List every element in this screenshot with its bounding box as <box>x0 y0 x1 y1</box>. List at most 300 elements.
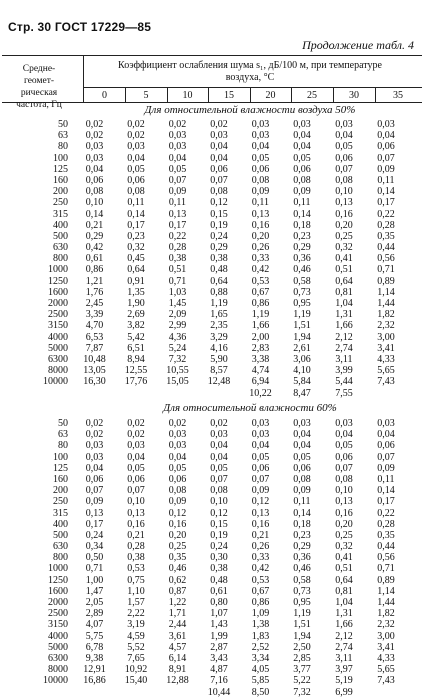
temperature-column-divider <box>167 87 168 102</box>
coefficient-cell: 0,02 <box>85 429 104 441</box>
coefficient-cell: 0,38 <box>210 563 228 575</box>
table-row <box>2 519 407 530</box>
coefficient-cell: 0,05 <box>251 152 270 164</box>
table-row <box>2 485 407 496</box>
coefficient-cell: 0,07 <box>251 473 270 485</box>
coefficient-cell: 12,91 <box>83 664 106 676</box>
coefficient-cell: 0,20 <box>168 529 187 541</box>
coefficient-cell: 0,14 <box>293 208 311 220</box>
coefficient-cell: 0,14 <box>293 507 311 519</box>
coefficient-cell: 4,05 <box>251 664 270 676</box>
coefficient-cell: 0,51 <box>168 264 187 276</box>
coefficient-cell: 2,99 <box>168 320 187 332</box>
coefficient-cell: 1,03 <box>168 286 187 298</box>
coefficient-cell: 0,61 <box>210 585 228 597</box>
coefficient-cell: 0,13 <box>168 208 187 220</box>
coefficient-cell: 0,08 <box>293 174 311 186</box>
header-mid-rule <box>84 87 422 88</box>
coefficient-cell: 0,29 <box>293 541 311 553</box>
coefficient-cell: 0,07 <box>85 485 104 497</box>
coefficient-cell: 0,02 <box>85 130 104 142</box>
coefficient-cell: 0,03 <box>168 429 187 441</box>
coefficient-cell: 0,14 <box>377 186 395 198</box>
coefficient-cell: 0,19 <box>210 529 228 541</box>
coefficient-cell: 2,44 <box>168 619 187 631</box>
coefficient-cell: 1,35 <box>127 286 145 298</box>
coefficient-cell: 0,41 <box>335 253 353 265</box>
coefficient-cell: 0,03 <box>85 440 104 452</box>
coefficient-cell: 0,03 <box>251 429 270 441</box>
coefficient-cell: 0,05 <box>293 451 311 463</box>
coefficient-cell: 0,04 <box>293 429 311 441</box>
coefficient-cell: 0,05 <box>127 163 145 175</box>
coefficient-cell: 1,66 <box>335 619 353 631</box>
coefficient-cell: 0,16 <box>251 518 270 530</box>
coefficient-cell: 0,11 <box>293 197 311 209</box>
coefficient-cell: 6,53 <box>85 331 104 343</box>
coefficient-cell: 0,30 <box>210 552 228 564</box>
coefficient-cell: 0,61 <box>85 253 104 265</box>
frequency-cell: 160 <box>53 473 68 485</box>
coefficient-column-header: Коэффициент ослабления шума s₁, дБ/100 м, при температуре воздуха, °С <box>118 60 382 83</box>
coefficient-cell: 0,29 <box>85 230 104 242</box>
table-row <box>2 231 407 242</box>
coefficient-cell: 1,82 <box>377 608 395 620</box>
frequency-cell: 400 <box>53 219 68 231</box>
frequency-cell: 400 <box>53 518 68 530</box>
frequency-cell: 1250 <box>48 574 68 586</box>
coefficient-cell: 3,41 <box>377 641 395 653</box>
coefficient-cell: 1,44 <box>377 597 395 608</box>
temperature-header-cell: 30 <box>349 90 359 101</box>
coefficient-cell: 0,04 <box>293 440 311 452</box>
coefficient-cell <box>115 687 157 698</box>
coefficient-cell: 1,07 <box>210 608 228 620</box>
coefficient-cell: 0,20 <box>335 518 353 530</box>
coefficient-cell: 1,04 <box>335 298 353 309</box>
coefficient-cell: 0,08 <box>127 186 145 198</box>
coefficient-cell: 0,42 <box>85 242 104 254</box>
coefficient-cell: 0,86 <box>251 298 270 309</box>
table-row <box>2 664 407 675</box>
table-row <box>2 186 407 197</box>
coefficient-cell: 3,82 <box>127 320 145 332</box>
temperature-column-divider <box>250 87 251 102</box>
coefficient-cell: 2,09 <box>168 309 187 321</box>
coefficient-cell: 0,02 <box>168 119 187 130</box>
frequency-cell: 630 <box>53 242 68 254</box>
frequency-cell: 50 <box>58 119 68 130</box>
table-continuation: Продолжение табл. 4 <box>302 38 414 52</box>
coefficient-cell: 3,97 <box>335 664 353 676</box>
coefficient-cell: 2,61 <box>293 342 311 354</box>
coefficient-cell: 9,38 <box>85 652 104 664</box>
coefficient-cell: 0,24 <box>85 529 104 541</box>
coefficient-cell: 1,10 <box>127 585 145 597</box>
coefficient-cell: 8,57 <box>210 365 228 377</box>
coefficient-cell: 1,99 <box>210 630 228 642</box>
coefficient-cell <box>74 687 115 698</box>
coefficient-cell: 1,44 <box>377 298 395 309</box>
coefficient-cell: 0,18 <box>293 518 311 530</box>
coefficient-cell: 2,12 <box>335 630 353 642</box>
coefficient-cell: 2,87 <box>210 641 228 653</box>
coefficient-cell: 0,06 <box>251 163 270 175</box>
coefficient-cell: 0,06 <box>251 462 270 474</box>
coefficient-cell: 0,44 <box>377 541 395 553</box>
coefficient-cell: 0,16 <box>251 219 270 231</box>
frequency-cell: 10000 <box>43 376 68 388</box>
coefficient-cell: 0,56 <box>377 552 395 564</box>
coefficient-cell: 0,06 <box>85 473 104 485</box>
coefficient-cell <box>365 388 407 399</box>
coefficient-cell: 0,11 <box>168 197 187 209</box>
table-row <box>2 343 407 354</box>
coefficient-cell: 0,06 <box>168 473 187 485</box>
coefficient-cell: 0,28 <box>377 518 395 530</box>
coefficient-cell: 3,19 <box>127 619 145 631</box>
coefficient-cell: 0,23 <box>127 230 145 242</box>
coefficient-cell: 10,22 <box>249 387 272 399</box>
coefficient-cell: 2,45 <box>85 298 104 309</box>
table-row <box>2 309 407 320</box>
coefficient-cell: 0,13 <box>251 208 270 220</box>
frequency-cell: 100 <box>53 152 68 164</box>
coefficient-cell: 0,20 <box>251 230 270 242</box>
coefficient-cell: 3,11 <box>335 353 353 365</box>
coefficient-cell: 0,14 <box>377 485 395 497</box>
coefficient-cell: 0,04 <box>377 429 395 441</box>
frequency-cell: 500 <box>53 230 68 242</box>
table-row <box>2 276 407 287</box>
frequency-cell: 2500 <box>48 309 68 321</box>
coefficient-cell: 2,35 <box>210 320 228 332</box>
coefficient-cell: 4,87 <box>210 664 228 676</box>
coefficient-cell: 0,32 <box>335 541 353 553</box>
table-row <box>2 608 407 619</box>
coefficient-cell: 0,03 <box>335 418 353 429</box>
coefficient-cell: 0,06 <box>127 174 145 186</box>
temperature-header-cell: 25 <box>307 90 317 101</box>
coefficient-cell: 3,34 <box>251 652 270 664</box>
coefficient-cell: 5,44 <box>335 376 353 388</box>
coefficient-cell: 0,10 <box>210 496 228 508</box>
frequency-cell: 800 <box>53 552 68 564</box>
coefficient-cell: 0,03 <box>168 130 187 142</box>
coefficient-cell: 0,04 <box>127 451 145 463</box>
coefficient-cell: 0,07 <box>377 152 395 164</box>
coefficient-cell: 0,06 <box>127 473 145 485</box>
coefficient-cell: 0,25 <box>335 230 353 242</box>
table-row <box>2 642 407 653</box>
frequency-cell: 80 <box>58 141 68 153</box>
table-row <box>2 141 407 152</box>
coefficient-cell: 1,31 <box>335 608 353 620</box>
frequency-cell: 10000 <box>43 675 68 687</box>
coefficient-cell: 1,04 <box>335 597 353 608</box>
frequency-cell: 1000 <box>48 563 68 575</box>
coefficient-cell: 0,50 <box>85 552 104 564</box>
coefficient-cell: 10,48 <box>83 353 106 365</box>
coefficient-cell: 2,22 <box>127 608 145 620</box>
table-row <box>2 320 407 331</box>
frequency-cell: 1600 <box>48 286 68 298</box>
coefficient-cell: 0,14 <box>85 208 104 220</box>
coefficient-cell: 0,13 <box>251 507 270 519</box>
table-row <box>2 175 407 186</box>
frequency-cell: 315 <box>53 507 68 519</box>
frequency-cell: 4000 <box>48 630 68 642</box>
coefficient-cell: 3,41 <box>377 342 395 354</box>
coefficient-cell: 1,76 <box>85 286 104 298</box>
coefficient-cell: 0,64 <box>335 275 353 287</box>
table-row <box>2 264 407 275</box>
coefficient-cell: 0,89 <box>377 574 395 586</box>
coefficient-cell: 0,03 <box>85 141 104 153</box>
coefficient-cell: 0,21 <box>127 529 145 541</box>
coefficient-cell: 0,35 <box>377 230 395 242</box>
coefficient-cell: 0,04 <box>168 451 187 463</box>
coefficient-cell: 0,87 <box>168 585 187 597</box>
table-row <box>2 563 407 574</box>
coefficient-cell: 7,16 <box>210 675 228 687</box>
coefficient-cell: 1,94 <box>293 331 311 343</box>
coefficient-cell: 0,53 <box>251 574 270 586</box>
coefficient-cell: 0,17 <box>127 219 145 231</box>
table-row <box>2 209 407 220</box>
coefficient-cell: 0,09 <box>251 485 270 497</box>
coefficient-cell: 0,04 <box>210 141 228 153</box>
coefficient-cell: 0,06 <box>377 440 395 452</box>
coefficient-cell: 0,64 <box>210 275 228 287</box>
coefficient-cell: 0,86 <box>85 264 104 276</box>
coefficient-cell: 0,71 <box>377 264 395 276</box>
coefficient-cell: 0,03 <box>168 141 187 153</box>
table-row <box>2 597 407 608</box>
coefficient-cell: 3,99 <box>335 365 353 377</box>
coefficient-cell: 3,06 <box>293 353 311 365</box>
coefficient-cell: 0,32 <box>335 242 353 254</box>
coefficient-cell: 0,04 <box>293 130 311 142</box>
frequency-cell: 630 <box>53 541 68 553</box>
coefficient-cell: 1,38 <box>251 619 270 631</box>
coefficient-cell: 0,16 <box>127 518 145 530</box>
coefficient-cell: 0,04 <box>85 462 104 474</box>
coefficient-cell: 0,34 <box>85 541 104 553</box>
coefficient-cell: 0,24 <box>210 230 228 242</box>
coefficient-cell: 0,64 <box>335 574 353 586</box>
coefficient-cell: 0,07 <box>168 174 187 186</box>
coefficient-cell: 0,23 <box>293 529 311 541</box>
coefficient-cell: 0,09 <box>293 485 311 497</box>
coefficient-cell: 1,19 <box>293 608 311 620</box>
coefficient-cell: 1,66 <box>251 320 270 332</box>
table-row <box>2 332 407 343</box>
table-row <box>2 463 407 474</box>
coefficient-cell: 0,08 <box>293 473 311 485</box>
coefficient-cell: 0,07 <box>377 451 395 463</box>
coefficient-cell: 0,81 <box>335 585 353 597</box>
coefficient-cell: 7,32 <box>293 686 311 698</box>
coefficient-cell: 0,42 <box>251 563 270 575</box>
table-row <box>2 474 407 485</box>
temperature-header-cell: 15 <box>224 90 234 101</box>
coefficient-cell: 0,35 <box>168 552 187 564</box>
coefficient-cell: 0,28 <box>127 541 145 553</box>
coefficient-cell: 6,14 <box>168 652 187 664</box>
table-row <box>2 619 407 630</box>
table-row <box>2 220 407 231</box>
table-row <box>2 242 407 253</box>
coefficient-cell: 0,12 <box>251 496 270 508</box>
coefficient-cell: 0,73 <box>293 585 311 597</box>
coefficient-cell: 0,71 <box>168 275 187 287</box>
coefficient-cell: 0,08 <box>210 186 228 198</box>
coefficient-cell: 2,74 <box>335 342 353 354</box>
coefficient-cell: 0,06 <box>210 163 228 175</box>
frequency-cell: 2000 <box>48 298 68 309</box>
coefficient-cell: 0,38 <box>127 552 145 564</box>
coefficient-cell: 16,86 <box>83 675 106 687</box>
frequency-cell: 4000 <box>48 331 68 343</box>
coefficient-cell: 0,05 <box>127 462 145 474</box>
coefficient-cell: 2,83 <box>251 342 270 354</box>
table-row <box>2 687 407 698</box>
coefficient-cell: 4,16 <box>210 342 228 354</box>
coefficient-cell: 2,50 <box>293 641 311 653</box>
coefficient-cell: 0,04 <box>335 429 353 441</box>
coefficient-cell: 0,04 <box>377 130 395 142</box>
table-row <box>2 418 407 429</box>
frequency-cell: 315 <box>53 208 68 220</box>
coefficient-cell: 4,33 <box>377 652 395 664</box>
frequency-cell: 3150 <box>48 619 68 631</box>
coefficient-cell: 0,32 <box>127 242 145 254</box>
table-row <box>2 365 407 376</box>
frequency-cell: 5000 <box>48 641 68 653</box>
frequency-cell: 3150 <box>48 320 68 332</box>
frequency-cell: 80 <box>58 440 68 452</box>
coefficient-cell: 0,71 <box>377 563 395 575</box>
coefficient-cell <box>157 687 198 698</box>
coefficient-cell: 1,94 <box>293 630 311 642</box>
coefficient-cell: 3,00 <box>377 630 395 642</box>
frequency-cell <box>2 687 74 698</box>
coefficient-cell: 0,81 <box>335 286 353 298</box>
coefficient-cell: 1,66 <box>335 320 353 332</box>
coefficient-cell: 4,33 <box>377 353 395 365</box>
coefficient-cell: 5,65 <box>377 664 395 676</box>
coefficient-cell: 0,04 <box>168 152 187 164</box>
coefficient-cell: 0,51 <box>335 563 353 575</box>
coefficient-cell: 5,75 <box>85 630 104 642</box>
coefficient-cell: 0,11 <box>377 174 395 186</box>
coefficient-cell <box>365 687 407 698</box>
coefficient-cell: 0,10 <box>85 197 104 209</box>
coefficient-cell: 0,04 <box>293 141 311 153</box>
coefficient-cell: 1,65 <box>210 309 228 321</box>
coefficient-cell: 0,02 <box>127 429 145 441</box>
frequency-cell: 1600 <box>48 585 68 597</box>
coefficient-cell: 3,00 <box>377 331 395 343</box>
coefficient-cell: 4,70 <box>85 320 104 332</box>
frequency-cell: 250 <box>53 197 68 209</box>
coefficient-cell: 0,03 <box>127 141 145 153</box>
coefficient-cell: 7,43 <box>377 675 395 687</box>
temperature-column-divider <box>291 87 292 102</box>
frequency-cell: 125 <box>53 462 68 474</box>
coefficient-cell: 0,36 <box>293 552 311 564</box>
table-row <box>2 586 407 597</box>
coefficient-cell: 0,08 <box>210 485 228 497</box>
coefficient-cell <box>74 388 115 399</box>
coefficient-cell: 0,51 <box>335 264 353 276</box>
coefficient-cell: 1,57 <box>127 597 145 608</box>
frequency-cell: 200 <box>53 186 68 198</box>
coefficient-cell: 0,15 <box>210 208 228 220</box>
coefficient-cell: 0,04 <box>210 152 228 164</box>
coefficient-cell: 0,21 <box>85 219 104 231</box>
coefficient-cell: 0,03 <box>251 119 270 130</box>
coefficient-cell: 2,74 <box>335 641 353 653</box>
coefficient-cell: 0,04 <box>251 141 270 153</box>
temperature-column-divider <box>125 87 126 102</box>
coefficient-cell: 0,03 <box>251 418 270 429</box>
coefficient-cell: 1,31 <box>335 309 353 321</box>
coefficient-cell: 5,90 <box>210 353 228 365</box>
coefficient-cell: 0,06 <box>293 462 311 474</box>
coefficient-cell: 5,85 <box>251 675 270 687</box>
coefficient-cell: 7,55 <box>335 387 353 399</box>
frequency-cell: 8000 <box>48 664 68 676</box>
coefficient-cell: 0,44 <box>377 242 395 254</box>
coefficient-cell: 0,03 <box>293 119 311 130</box>
coefficient-cell: 6,51 <box>127 342 145 354</box>
coefficient-cell: 0,21 <box>251 529 270 541</box>
coefficient-cell: 6,78 <box>85 641 104 653</box>
coefficient-cell: 3,11 <box>335 652 353 664</box>
coefficient-cell: 0,75 <box>127 574 145 586</box>
coefficient-cell: 0,58 <box>293 574 311 586</box>
frequency-cell: 6300 <box>48 353 68 365</box>
frequency-cell: 500 <box>53 529 68 541</box>
coefficient-cell: 1,19 <box>293 309 311 321</box>
coefficient-cell: 0,36 <box>293 253 311 265</box>
coefficient-cell: 3,29 <box>210 331 228 343</box>
coefficient-cell: 0,53 <box>251 275 270 287</box>
frequency-cell: 2000 <box>48 597 68 608</box>
coefficient-cell: 0,45 <box>127 253 145 265</box>
coefficient-cell: 1,14 <box>377 286 395 298</box>
coefficient-cell: 0,12 <box>210 197 228 209</box>
table-row <box>2 119 407 130</box>
table-row <box>2 541 407 552</box>
coefficient-cell: 0,05 <box>168 163 187 175</box>
coefficient-cell: 0,46 <box>293 264 311 276</box>
table-row <box>2 530 407 541</box>
temperature-column-divider <box>208 87 209 102</box>
coefficient-cell: 0,11 <box>377 473 395 485</box>
coefficient-cell: 0,33 <box>251 253 270 265</box>
coefficient-cell: 0,23 <box>293 230 311 242</box>
coefficient-cell: 0,46 <box>293 563 311 575</box>
coefficient-cell: 0,05 <box>335 440 353 452</box>
coefficient-cell: 0,14 <box>127 208 145 220</box>
temperature-header-cell: 20 <box>265 90 276 101</box>
coefficient-cell: 12,88 <box>166 675 189 687</box>
coefficient-cell: 3,77 <box>293 664 311 676</box>
coefficient-cell: 2,32 <box>377 619 395 631</box>
